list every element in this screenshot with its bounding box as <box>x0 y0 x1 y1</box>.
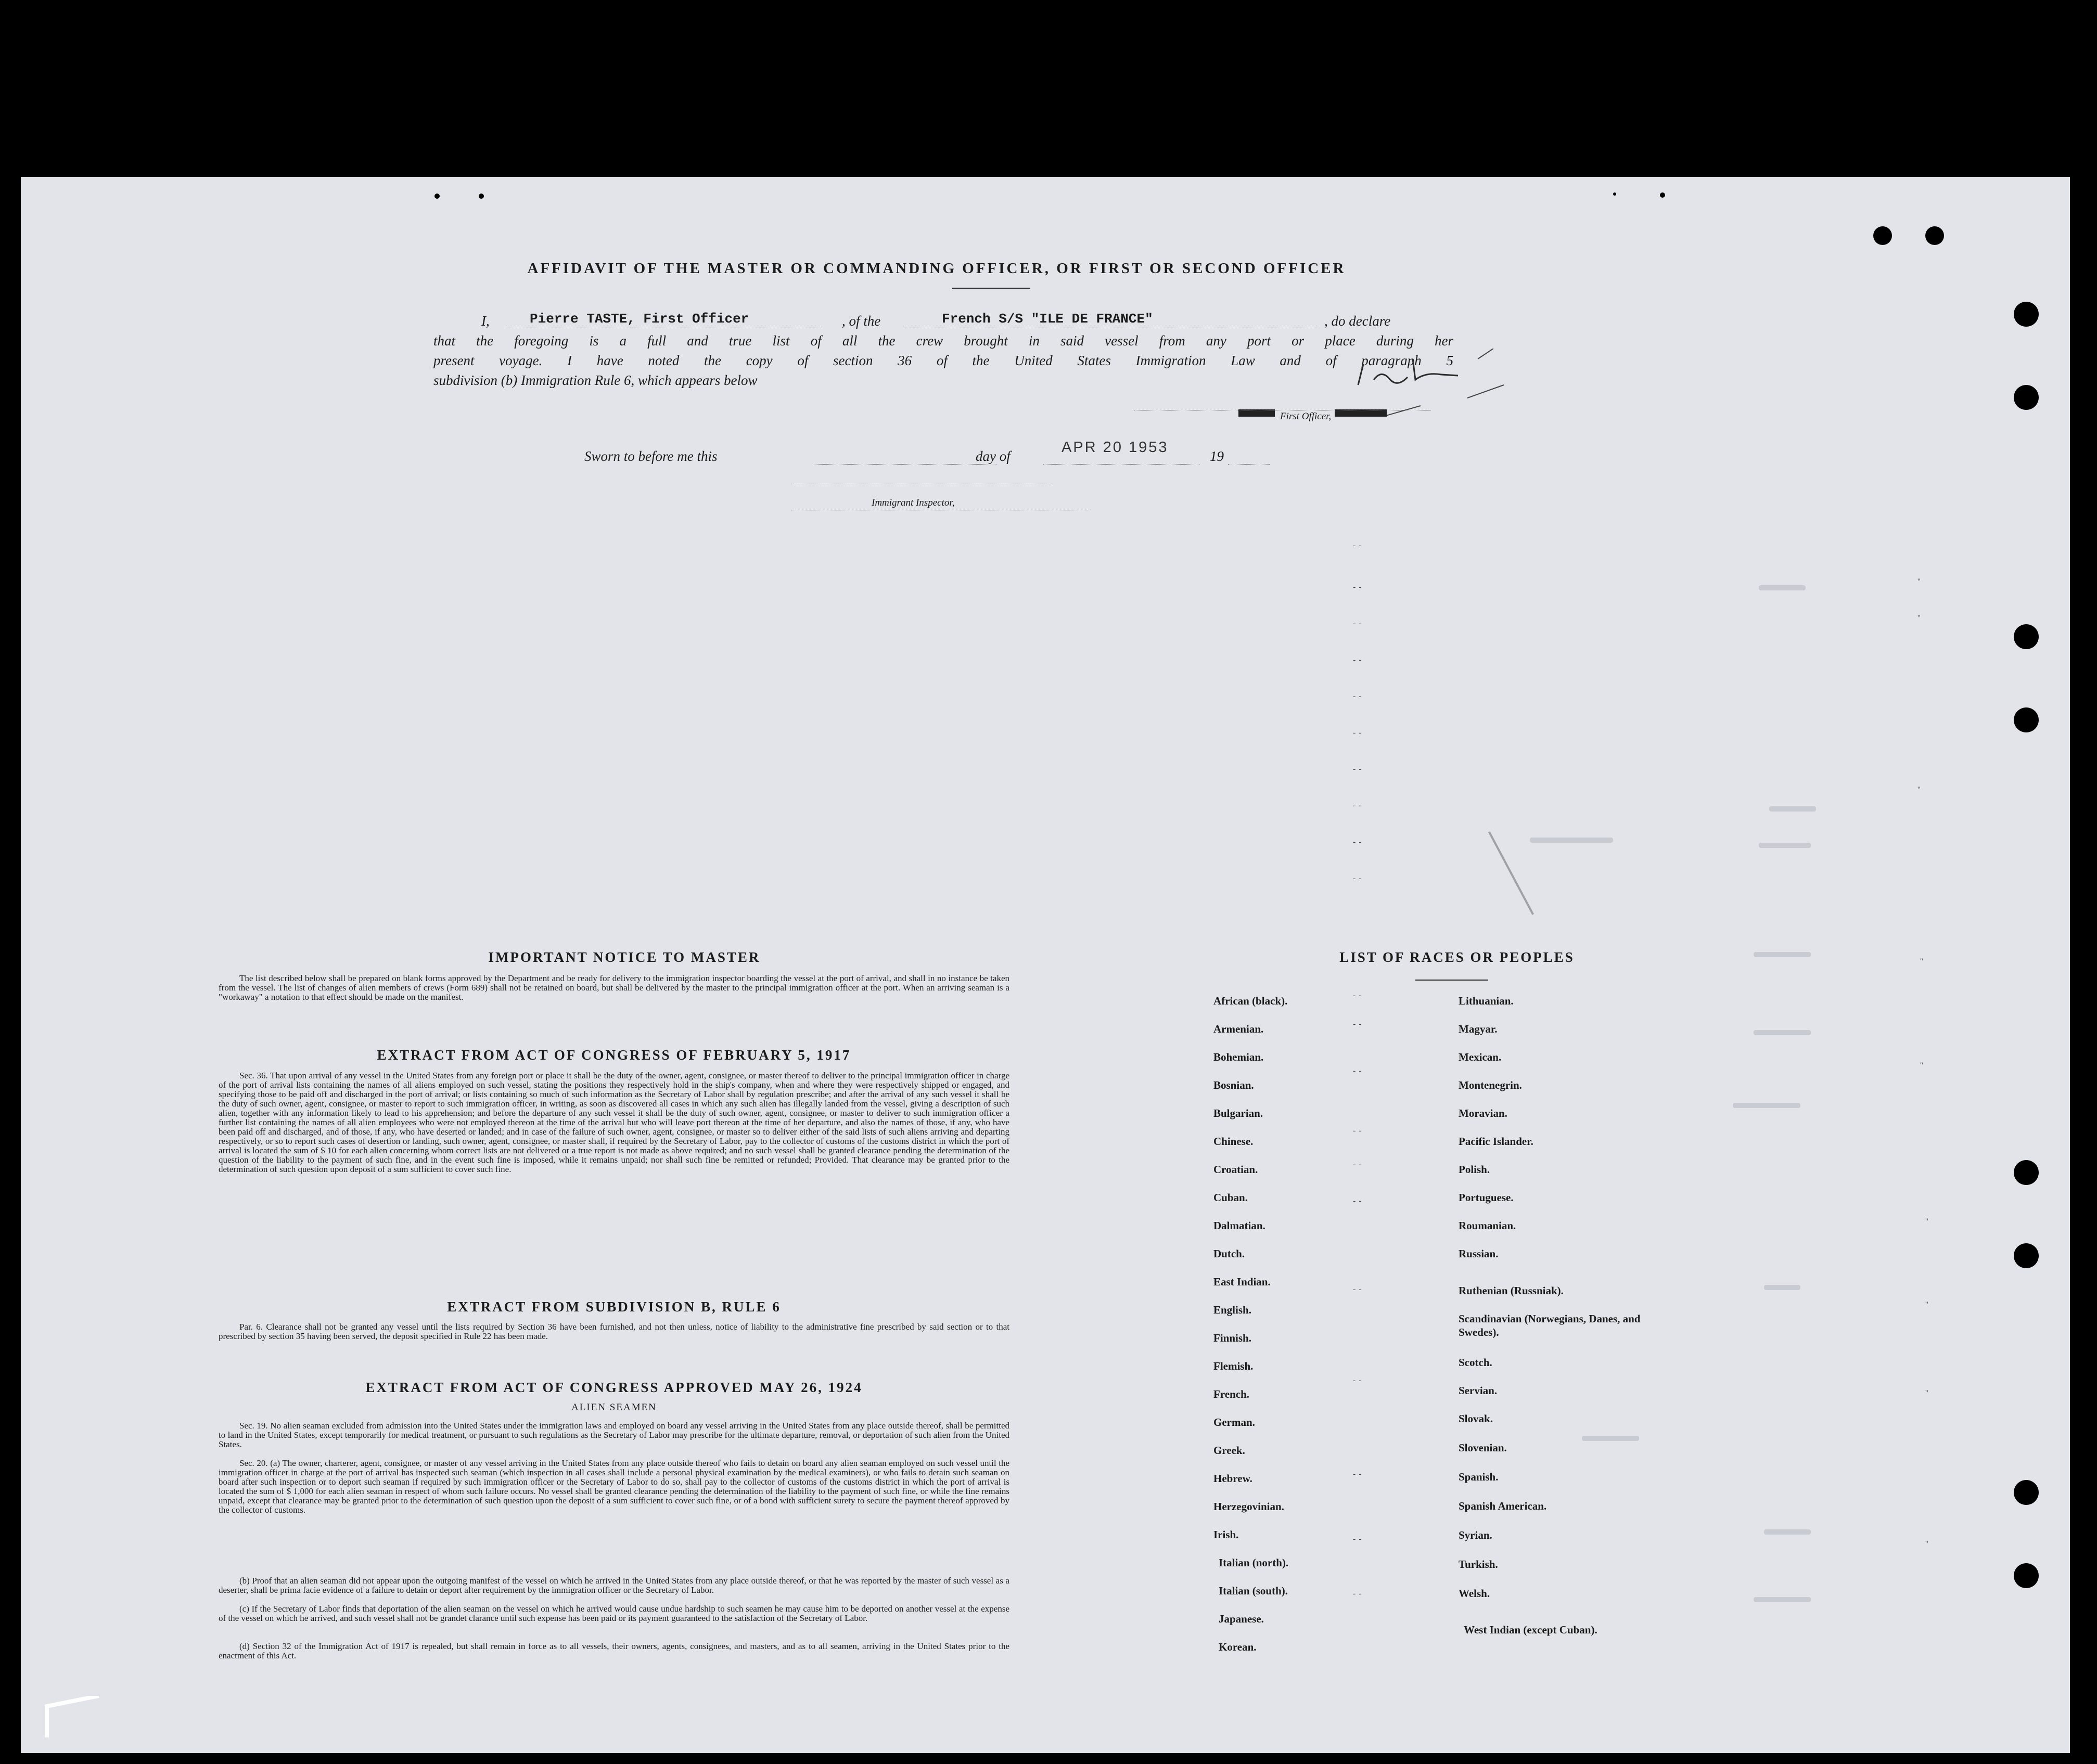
race-entry: Italian (south). <box>1219 1585 1288 1597</box>
bleed-through <box>1759 843 1811 848</box>
race-entry: Dalmatian. <box>1213 1219 1265 1232</box>
dash-mark: -- <box>1353 991 1365 1000</box>
race-entry: Bulgarian. <box>1213 1107 1263 1119</box>
punch-hole <box>2014 1160 2039 1185</box>
bleed-through <box>1759 585 1806 590</box>
extract-rule6-title: EXTRACT FROM SUBDIVISION B, RULE 6 <box>447 1299 781 1315</box>
officer-label: First Officer, <box>1280 411 1332 422</box>
race-entry: Chinese. <box>1213 1135 1254 1148</box>
dash-mark: -- <box>1353 619 1365 628</box>
extract-1917-title: EXTRACT FROM ACT OF CONGRESS OF FEBRUARY 5, 1917 <box>377 1047 851 1063</box>
day-of-text: day of <box>976 448 1011 464</box>
notice-body: The list described below shall be prepared on blank forms approved by the Department and be ready for delivery to the immigration inspector boarding the vessel at the port of arrival, and shall in no instance be taken from the vessel. The list of changes of alien members of crews (Form 689) shall not be retained on board, but shall be delivered by the master to the principal immigration officer at the port. When an arriving seaman is a "workaway" a notation to that effect should be made on the manifest. <box>219 973 1009 1002</box>
punch-hole <box>1925 226 1944 245</box>
races-underline <box>1415 980 1488 981</box>
race-entry: African (black). <box>1213 995 1288 1007</box>
mark-dot <box>1660 192 1665 198</box>
bleed-through <box>1733 1103 1800 1108</box>
dash-mark: -- <box>1353 1126 1365 1135</box>
mark-dot <box>1613 192 1616 196</box>
bleed-through <box>1754 952 1811 957</box>
ditto-mark: '' <box>1920 957 1923 966</box>
ditto-mark: '' <box>1925 1540 1928 1549</box>
race-entry: Spanish American. <box>1459 1500 1547 1512</box>
extract-1917-body: Sec. 36. That upon arrival of any vessel in the United States from any foreign port or place it shall be the duty of the owner, agent, consignee, or master thereof to deliver to the principal immigration officer in charge of the port of arrival lists containing the names of all aliens employed on such vessel, stating the positions they respectively hold in the ship's company, when and where they were respectively shipped or engaged, and specifying those to be paid off and discharged in the port of arrival; or lists containing so much of such information as the Secretary of Labor shall by regulation prescribe; and after the arrival of any such vessel it shall be the duty of such owner, agent, consignee, or master to report to such immigration officer, in writing, as soon as discovered all cases in which any such alien has illegally landed from the vessel, giving a description of such alien, together with any information likely to lead to his apprehension; and before the departure of any such vessel it shall be the duty of such owner, agent, consignee, or master to deliver to such immigration officer a further list containing the names of all alien employees who were not employed thereon at the time of the arrival but who will leave port thereon at the time of her departure, and also the names of those, if any, who have been paid off and discharged, and of those, if any, who have deserted or landed; and in case of the failure of such owner, agent, consignee, or master so to deliver either of the said lists of such aliens arriving and departing respectively, or so to report such cases of desertion or landing, such owner, agent, consignee, or master shall, if required by the Secretary of Labor, pay to the collector of customs of the customs district in which the port of arrival is located the sum of $ 10 for each alien concerning whom correct lists are not delivered or a true report is not made as above required; and no such vessel shall be granted clearance pending the determination of the question of the liability to the payment of such fine, and in the event such fine is imposed, while it remains unpaid; nor shall such fine be remitted or refunded; Provided. That clearance may be granted prior to the determination of such question upon deposit of a sum sufficient to cover such fine. <box>219 1071 1009 1174</box>
bleed-through <box>1769 806 1816 812</box>
extract-1924-sec20c: (c) If the Secretary of Labor finds that deportation of the alien seaman on the vessel on which he arrived would cause undue hardship to such seamen he may cause him to be deported on another vessel at the expense of the vessel on which he arrived, and such vessel shall not be grandet clarance until such expense has been paid or its payment guaranteed to the satisfaction of the Secretary of Labor. <box>219 1604 1009 1623</box>
mark-dot <box>479 194 484 199</box>
bleed-through <box>1754 1597 1811 1602</box>
bleed-through <box>1754 1030 1811 1035</box>
dash-mark: -- <box>1353 765 1365 774</box>
vessel-name: French S/S "ILE DE FRANCE" <box>942 311 1153 327</box>
dash-mark: -- <box>1353 655 1365 664</box>
race-entry: Herzegovinian. <box>1213 1500 1284 1513</box>
race-entry: Polish. <box>1459 1163 1490 1176</box>
redaction-mark <box>1238 409 1275 417</box>
punch-hole <box>2014 624 2039 649</box>
dash-mark: -- <box>1353 838 1365 846</box>
race-entry: French. <box>1213 1388 1250 1400</box>
race-entry: Roumanian. <box>1459 1219 1516 1232</box>
dash-mark: -- <box>1353 1376 1365 1385</box>
officer-name: Pierre TASTE, First Officer <box>530 311 749 327</box>
month-blank <box>1043 464 1199 465</box>
extract-1924-title: EXTRACT FROM ACT OF CONGRESS APPROVED MAY 26, 1924 <box>365 1380 863 1395</box>
manifest-sheet <box>21 177 2070 1753</box>
ditto-mark: '' <box>1925 1217 1928 1226</box>
dash-mark: -- <box>1353 541 1365 550</box>
race-entry: Flemish. <box>1213 1360 1254 1372</box>
extract-1924-sec20a: Sec. 20. (a) The owner, charterer, agent, consignee, or master of any vessel arriving in the United States from any place outside thereof who fails to detain on board any alien seaman employed on such vessel until the immigration officer in charge at the port of arrival has inspected such seaman (which inspection in all cases shall include a personal physical examination by the medical examiners), or who fails to detain such seaman on board after such inspection or to deport such seaman if required by such immigration officer or the Secretary of Labor to do so, shall pay to the collector of customs of the customs district in which the port of arrival is located the sum of $ 1,000 for each alien seaman in respect of whom such failure occurs. No vessel shall be granted clearance pending the determination of the liability to the payment of such fine, or while the fine remains unpaid, except that clearance may be granted prior to the determination of such question upon the deposit of a sum sufficient to cover such fine, or of a bond with sufficient surety to secure the payment thereof approved by the collector of customs. <box>219 1458 1009 1515</box>
extract-1924-subtitle: ALIEN SEAMEN <box>571 1402 657 1413</box>
dash-mark: -- <box>1353 1535 1365 1543</box>
bleed-through <box>1530 838 1613 843</box>
ditto-mark: '' <box>1917 786 1921 794</box>
race-entry: Turkish. <box>1459 1558 1498 1570</box>
date-stamp: APR 20 1953 <box>1062 439 1169 456</box>
race-entry: Scotch. <box>1459 1356 1492 1369</box>
race-entry: Slovak. <box>1459 1412 1493 1425</box>
dash-mark: -- <box>1353 583 1365 591</box>
ditto-mark: '' <box>1925 1301 1928 1309</box>
punch-hole <box>2014 1243 2039 1268</box>
race-entry: Scandinavian (Norwegians, Danes, and Swedes). <box>1459 1312 1641 1338</box>
dash-mark: -- <box>1353 874 1365 883</box>
race-entry: German. <box>1213 1416 1255 1428</box>
title-underline <box>952 288 1030 289</box>
dash-mark: -- <box>1353 1285 1365 1294</box>
races-title: LIST OF RACES OR PEOPLES <box>1339 949 1575 965</box>
race-entry: Finnish. <box>1213 1332 1251 1344</box>
race-entry: Bosnian. <box>1213 1079 1254 1091</box>
dash-mark: -- <box>1353 728 1365 737</box>
dash-mark: -- <box>1353 1160 1365 1169</box>
dash-mark: -- <box>1353 1066 1365 1075</box>
dash-mark: -- <box>1353 1196 1365 1205</box>
dash-mark: -- <box>1353 692 1365 701</box>
race-entry: Lithuanian. <box>1459 995 1514 1007</box>
punch-hole <box>2014 1480 2039 1505</box>
race-entry: Magyar. <box>1459 1023 1498 1035</box>
extract-1924-sec20d: (d) Section 32 of the Immigration Act of 1917 is repealed, but shall remain in force as to all vessels, their owners, agents, consignees, and masters, and as to all seamen, arriving in the United States prior to the enactment of this Act. <box>219 1641 1009 1660</box>
punch-hole <box>1873 226 1892 245</box>
bleed-through <box>1764 1285 1800 1290</box>
race-entry: Hebrew. <box>1213 1472 1252 1485</box>
of-the-text: , of the <box>842 313 881 329</box>
punch-hole <box>2014 707 2039 732</box>
race-entry: Pacific Islander. <box>1459 1135 1533 1148</box>
race-entry: Servian. <box>1459 1384 1498 1397</box>
year-prefix: 19 <box>1210 448 1224 464</box>
race-entry: Mexican. <box>1459 1051 1502 1063</box>
punch-hole <box>2014 302 2039 327</box>
race-entry: Spanish. <box>1459 1471 1499 1483</box>
ditto-mark: '' <box>1917 577 1921 586</box>
race-entry: Dutch. <box>1213 1247 1245 1260</box>
do-declare-text: , do declare <box>1324 313 1391 329</box>
extract-1924-sec19: Sec. 19. No alien seaman excluded from admission into the United States under the immigration laws and employed on board any vessel arriving in the United States from any place outside thereof, shall be permitted to land in the United States, except temporarily for medical treatment, or pursuant to such regulations as the Secretary of Labor may prescribe for the ultimate departure, removal, or deportation of such alien from the United States. <box>219 1421 1009 1449</box>
dash-mark: -- <box>1353 1470 1365 1478</box>
day-blank <box>812 464 996 465</box>
race-entry: Cuban. <box>1213 1191 1248 1204</box>
inspector-label: Immigrant Inspector, <box>872 497 955 508</box>
notice-title: IMPORTANT NOTICE TO MASTER <box>488 949 761 965</box>
race-entry: Welsh. <box>1459 1587 1490 1600</box>
race-entry: Irish. <box>1213 1528 1239 1541</box>
declaration-line-4: subdivision (b) Immigration Rule 6, which appears below <box>433 372 758 388</box>
year-blank <box>1228 464 1270 465</box>
race-entry: Ruthenian (Russniak). <box>1459 1284 1564 1297</box>
race-entry: Russian. <box>1459 1247 1499 1260</box>
ditto-mark: '' <box>1925 1389 1928 1398</box>
race-entry: Italian (north). <box>1219 1556 1289 1569</box>
dash-mark: -- <box>1353 1589 1365 1598</box>
ditto-mark: '' <box>1917 614 1921 623</box>
race-entry: English. <box>1213 1304 1251 1316</box>
dash-mark: -- <box>1353 1020 1365 1028</box>
extract-rule6-body: Par. 6. Clearance shall not be granted any vessel until the lists required by Section 36 have been furnished, and not then unless, notice of liability to the administrative fine prescribed by said section or to that prescribed by section 35 having been served, the deposit specified in Rule 22 has been made. <box>219 1322 1009 1341</box>
race-entry: East Indian. <box>1213 1276 1271 1288</box>
extract-1924-sec20b: (b) Proof that an alien seaman did not appear upon the outgoing manifest of the vessel on which he arrived in the United States from any place outside thereof, or that he was reported by the master of such vessel as a deserter, shall be prima facie evidence of a failure to detain or deport after requirement by the immigration officer or the Secretary of Labor. <box>219 1576 1009 1595</box>
corner-mark <box>36 1696 109 1743</box>
race-entry: Montenegrin. <box>1459 1079 1522 1091</box>
race-entry: Bohemian. <box>1213 1051 1264 1063</box>
race-entry: Korean. <box>1219 1641 1257 1653</box>
race-entry: Syrian. <box>1459 1529 1492 1541</box>
bleed-through <box>1582 1436 1639 1441</box>
race-entry: Japanese. <box>1219 1613 1264 1625</box>
faint-stroke <box>1488 831 1534 915</box>
race-entry: Portuguese. <box>1459 1191 1514 1204</box>
prefix-i: I, <box>481 313 490 329</box>
punch-hole <box>2014 1563 2039 1588</box>
affidavit-title: AFFIDAVIT OF THE MASTER OR COMMANDING OFFICER, OR FIRST OR SECOND OFFICER <box>527 260 1346 277</box>
race-entry: West Indian (except Cuban). <box>1464 1624 1597 1636</box>
ditto-mark: '' <box>1920 1061 1923 1070</box>
race-entry: Slovenian. <box>1459 1441 1507 1454</box>
race-entry: Moravian. <box>1459 1107 1507 1119</box>
dash-mark: -- <box>1353 801 1365 810</box>
sworn-text: Sworn to before me this <box>584 448 718 464</box>
declaration-line-2: that the foregoing is a full and true list of all the crew brought in said vessel from any port or place during her <box>433 333 1453 349</box>
declaration-line-3: present voyage. I have noted the copy of section 36 of the United States Immigration Law and of paragraph 5 <box>433 353 1453 368</box>
mark-dot <box>434 194 440 199</box>
race-entry: Greek. <box>1213 1444 1245 1457</box>
punch-hole <box>2014 385 2039 410</box>
bleed-through <box>1764 1529 1811 1535</box>
race-entry: Croatian. <box>1213 1163 1258 1176</box>
race-entry: Armenian. <box>1213 1023 1264 1035</box>
redaction-mark <box>1335 409 1387 417</box>
